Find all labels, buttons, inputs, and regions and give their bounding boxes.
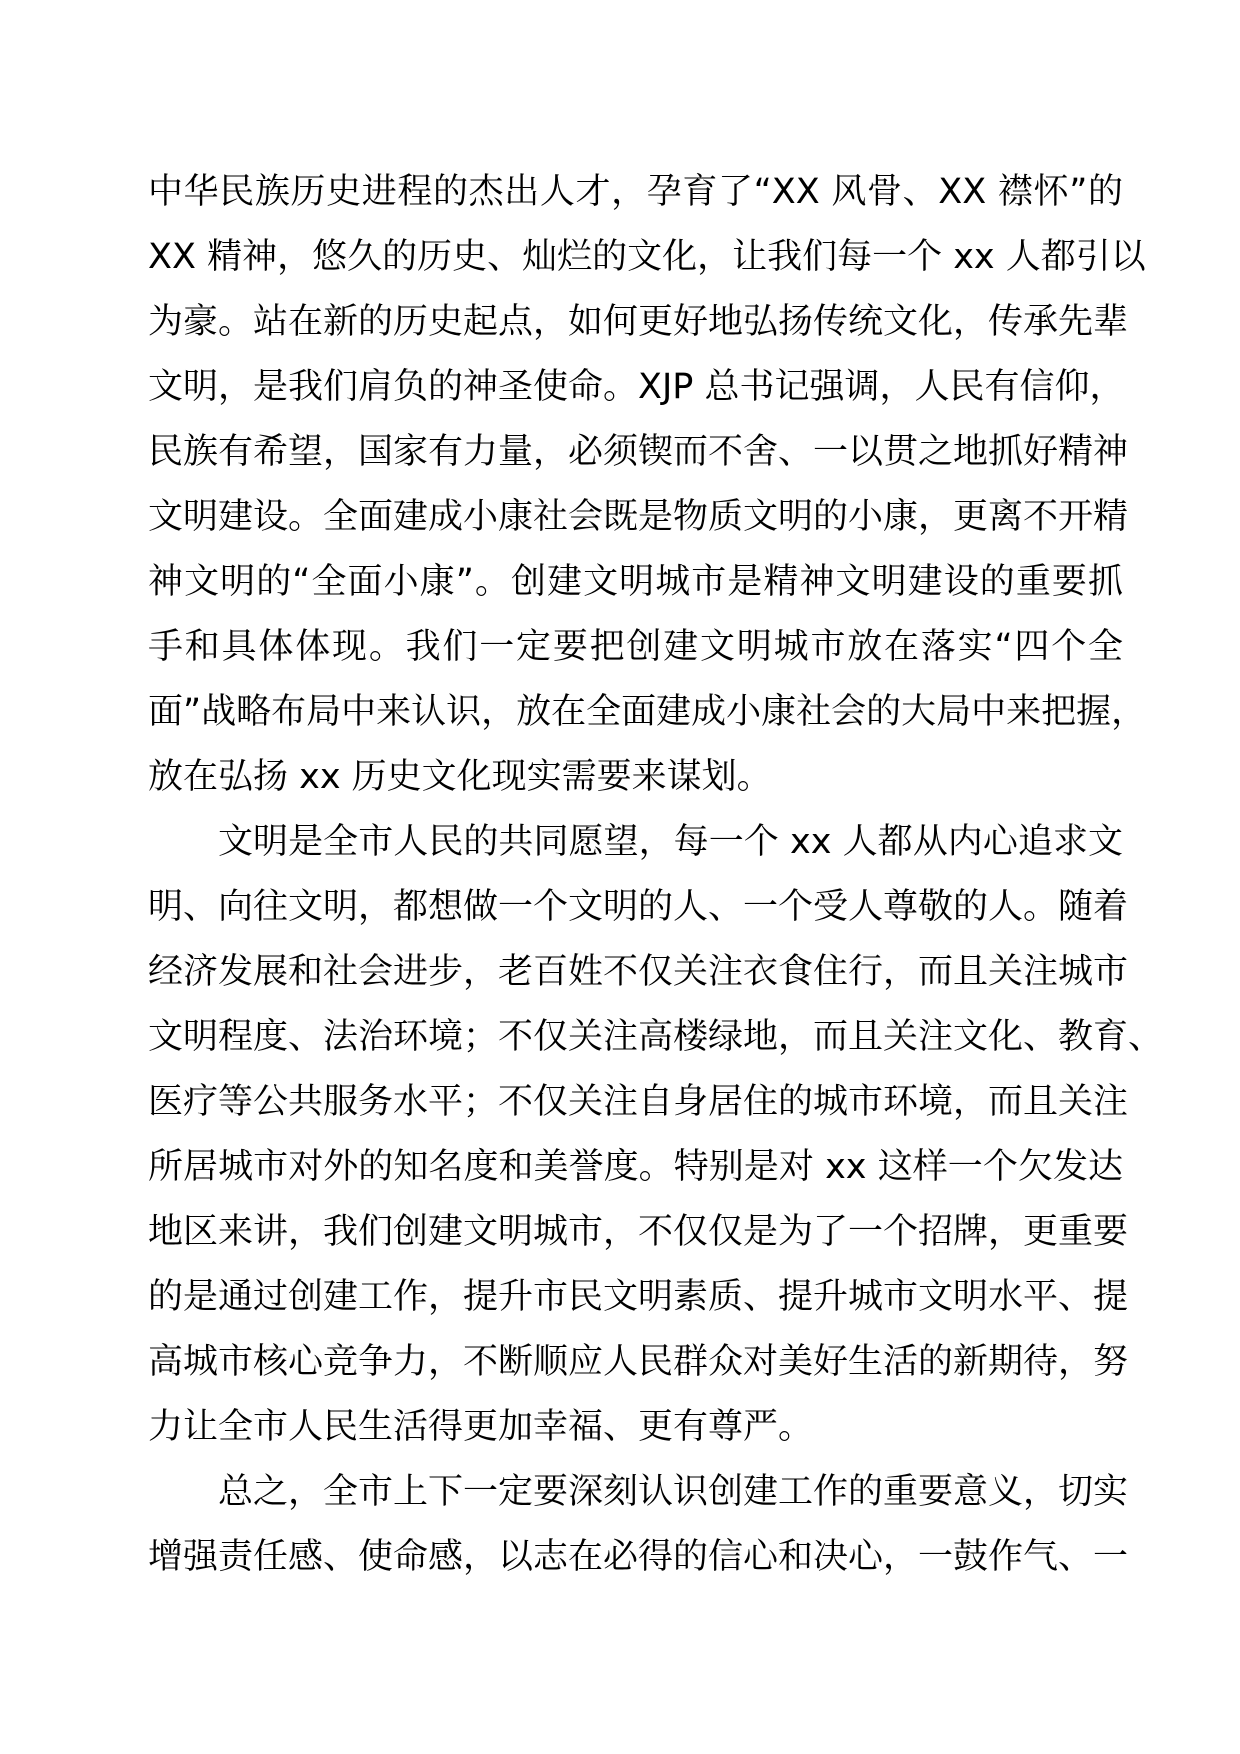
paragraph-line: 增强责任感、使命感，以志在必得的信心和决心，一鼓作气、一 [148,1537,1129,1577]
paragraph-line: 总之，全市上下一定要深刻认识创建工作的重要意义，切实 [218,1472,1129,1512]
paragraph-line: 地区来讲，我们创建文明城市，不仅仅是为了一个招牌，更重要 [148,1212,1129,1252]
document-body [148,160,1164,1590]
paragraph-line: 文明程度、法治环境；不仅关注高楼绿地，而且关注文化、教育、 [148,1017,1164,1057]
paragraph-line: XX 精神，悠久的历史、灿烂的文化，让我们每一个 xx 人都引以 [148,237,1146,277]
paragraph-line: 面”战略布局中来认识，放在全面建成小康社会的大局中来把握， [148,692,1147,732]
paragraph-line: 手和具体体现。我们一定要把创建文明城市放在落实“四个全 [148,627,1123,667]
paragraph-line: 放在弘扬 xx 历史文化现实需要来谋划。 [148,757,772,797]
paragraph-3 [148,1460,1129,1590]
paragraph-line: 力让全市人民生活得更加幸福、更有尊严。 [148,1407,814,1447]
paragraph-line: 文明，是我们肩负的神圣使命。XJP 总书记强调，人民有信仰， [148,367,1125,407]
paragraph-1 [148,160,1147,810]
paragraph-line: 所居城市对外的知名度和美誉度。特别是对 xx 这样一个欠发达 [148,1147,1123,1187]
paragraph-line: 文明是全市人民的共同愿望，每一个 xx 人都从内心追求文 [218,822,1123,862]
paragraph-line: 为豪。站在新的历史起点，如何更好地弘扬传统文化，传承先辈 [148,302,1129,342]
paragraph-line: 民族有希望，国家有力量，必须锲而不舍、一以贯之地抓好精神 [148,432,1129,472]
paragraph-line: 中华民族历史进程的杰出人才，孕育了“XX 风骨、XX 襟怀”的 [148,172,1123,212]
paragraph-line: 高城市核心竞争力，不断顺应人民群众对美好生活的新期待，努 [148,1342,1129,1382]
paragraph-line: 明、向往文明，都想做一个文明的人、一个受人尊敬的人。随着 [148,887,1129,927]
paragraph-line: 神文明的“全面小康”。创建文明城市是精神文明建设的重要抓 [148,562,1123,602]
paragraph-2 [148,810,1164,1460]
paragraph-line: 医疗等公共服务水平；不仅关注自身居住的城市环境，而且关注 [148,1082,1129,1122]
paragraph-line: 经济发展和社会进步，老百姓不仅关注衣食住行，而且关注城市 [148,952,1129,992]
paragraph-line: 文明建设。全面建成小康社会既是物质文明的小康，更离不开精 [148,497,1129,537]
paragraph-line: 的是通过创建工作，提升市民文明素质、提升城市文明水平、提 [148,1277,1129,1317]
